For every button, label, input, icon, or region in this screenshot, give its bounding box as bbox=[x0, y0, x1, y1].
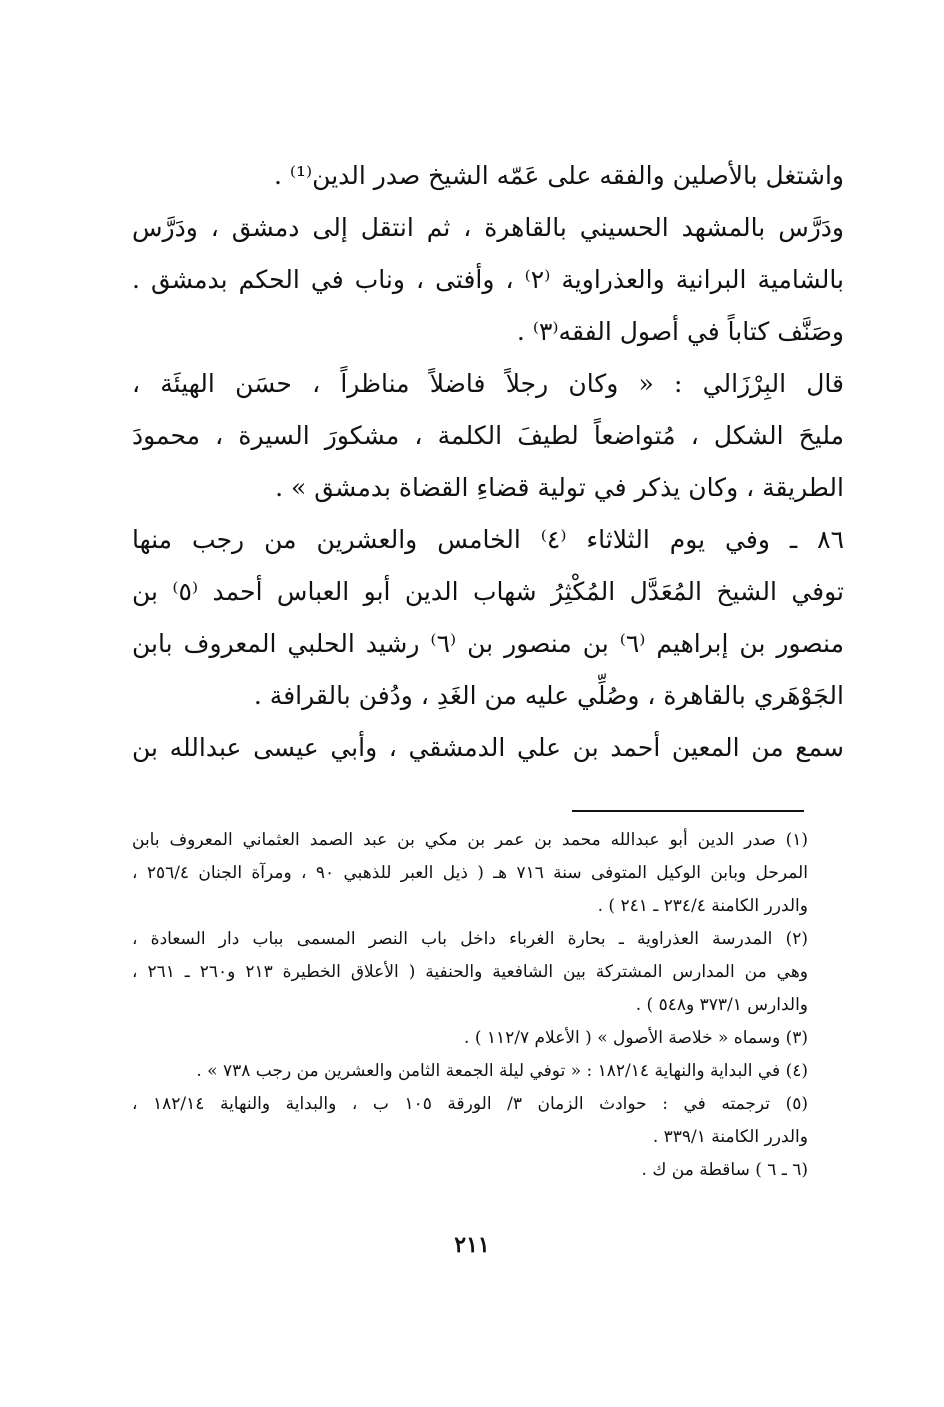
main-text bbox=[132, 150, 844, 774]
text-line-5: قال البِرْزَالي : « وكان رجلاً فاضلاً مناظراً ، حسَن الهيئَة ، bbox=[132, 369, 844, 398]
footnote-line-5: وهي من المدارس المشتركة بين الشافعية والحنفية ( الأعلاق الخطيرة ٢١٣ و٢٦٠ ـ ٢٦١ ، bbox=[132, 962, 808, 982]
footnotes bbox=[132, 824, 808, 1187]
footnote-line-10: والدرر الكامنة ٣٣٩/١ . bbox=[652, 1127, 808, 1147]
page-number: ٢١١ bbox=[454, 1232, 490, 1258]
text-line-10: منصور بن إبراهيم ⁽٦⁾ بن منصور بن ⁽٦⁾ رشيد الحلبي المعروف بابن bbox=[132, 629, 844, 658]
text-line-9: توفي الشيخ المُعَدَّل المُكْثِرُ شهاب الدين أبو العباس أحمد ⁽٥⁾ بن bbox=[132, 577, 844, 606]
footnote-line-1: (١) صدر الدين أبو عبدالله محمد بن عمر بن مكي بن عبد الصمد العثماني المعروف بابن bbox=[132, 830, 808, 850]
footnote-line-11: (٦ ـ ٦ ) ساقطة من ك . bbox=[641, 1160, 808, 1180]
text-line-4: وصَنَّف كتاباً في أصول الفقه⁽٣⁾ . bbox=[516, 317, 844, 346]
text-line-6: مليحَ الشكل ، مُتواضعاً لطيفَ الكلمة ، مشكورَ السيرة ، محمودَ bbox=[132, 421, 844, 450]
text-line-1: واشتغل بالأصلين والفقه على عَمّه الشيخ صدر الدين⁽¹⁾ . bbox=[273, 161, 844, 190]
footnote-line-8: (٤) في البداية والنهاية ١٨٢/١٤ : « توفي ليلة الجمعة الثامن والعشرين من رجب ٧٣٨ » . bbox=[196, 1061, 808, 1081]
text-line-2: ودَرَّس بالمشهد الحسيني بالقاهرة ، ثم انتقل إلى دمشق ، ودَرَّس bbox=[132, 213, 844, 242]
footnote-line-2: المرحل وبابن الوكيل المتوفى سنة ٧١٦ هـ ( ذيل العبر للذهبي ٩٠ ، ومرآة الجنان ٢٥٦/٤ ، bbox=[132, 863, 808, 883]
footnote-line-4: (٢) المدرسة العذراوية ـ بحارة الغرباء داخل باب النصر المسمى بباب دار السعادة ، bbox=[132, 929, 808, 949]
footnote-line-6: والدارس ٣٧٣/١ و٥٤٨ ) . bbox=[635, 995, 808, 1015]
footnote-separator bbox=[572, 810, 804, 812]
footnote-line-7: (٣) وسماه « خلاصة الأصول » ( الأعلام ١١٢/٧ ) . bbox=[464, 1028, 808, 1048]
text-line-12: سمع من المعين أحمد بن علي الدمشقي ، وأبي عيسى عبدالله بن bbox=[132, 733, 844, 762]
footnote-line-3: والدرر الكامنة ٢٣٤/٤ ـ ٢٤١ ) . bbox=[597, 896, 808, 916]
footnote-line-9: (٥) ترجمته في : حوادث الزمان ٣/ الورقة ١٠٥ ب ، والبداية والنهاية ١٨٢/١٤ ، bbox=[132, 1094, 808, 1114]
text-line-3: بالشامية البرانية والعذراوية ⁽٢⁾ ، وأفتى ، وناب في الحكم بدمشق . bbox=[132, 265, 844, 294]
text-line-7: الطريقة ، وكان يذكر في تولية قضاءِ القضاة بدمشق » . bbox=[275, 473, 844, 502]
text-line-8: ٨٦ ـ وفي يوم الثلاثاء ⁽٤⁾ الخامس والعشرين من رجب منها bbox=[132, 525, 844, 554]
text-line-11: الجَوْهَري بالقاهرة ، وصُلِّي عليه من الغَدِ ، ودُفن بالقرافة . bbox=[253, 681, 844, 710]
